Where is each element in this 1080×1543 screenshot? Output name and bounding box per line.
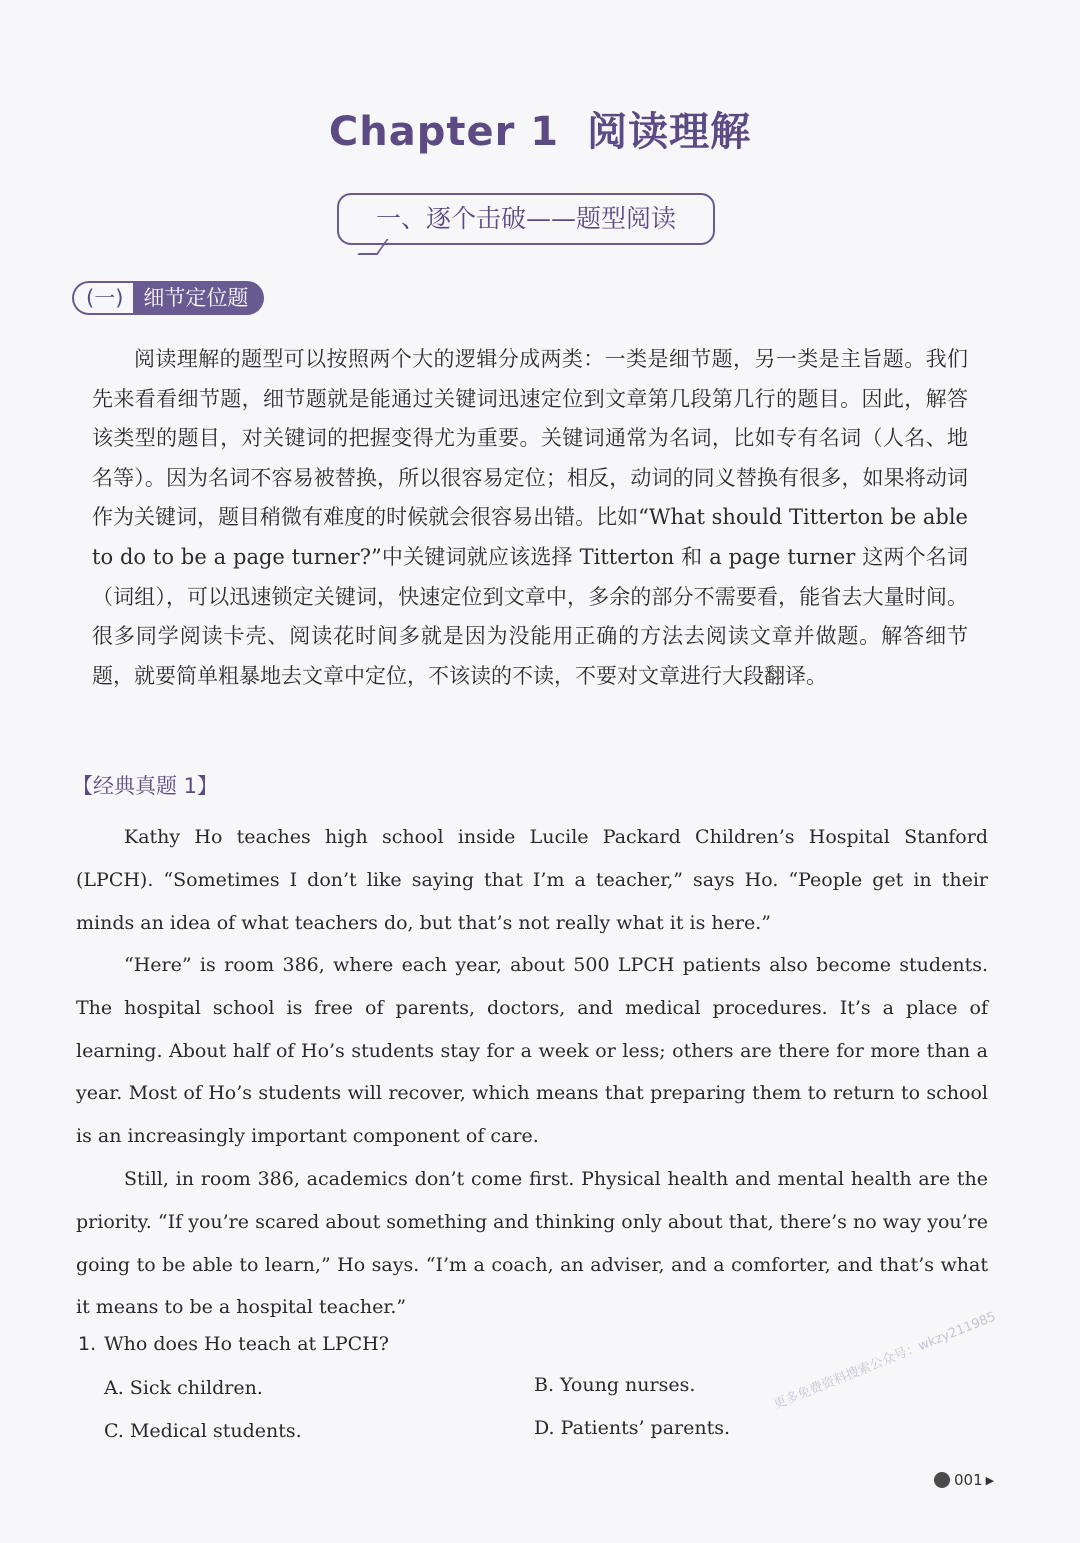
option-d: D. Patients’ parents. — [534, 1417, 731, 1439]
chapter-title — [0, 100, 1080, 157]
chapter-label: Chapter 1 — [328, 109, 560, 155]
chapter-title-cn: 阅读理解 — [587, 109, 752, 155]
passage-paragraph-2: “Here” is room 386, where each year, about 500 LPCH patients also become students. The hospital school is free of parents, doctors, and medical procedures. It’s a place of learning. About half of Ho’s students stay for a week or less; others are there for more than a year. Most of Ho’s students will recover, which means that preparing them to return to school is an increasingly important component of care. — [76, 954, 988, 1148]
passage-paragraph-1: Kathy Ho teaches high school inside Lucile Packard Children’s Hospital Stanford (LPCH). “Sometimes I don’t like saying that I’m a teacher,” says Ho. “People get in their minds an idea of what teachers do, but that’s not really what it is here.” — [76, 826, 988, 934]
page-number-text: 001 — [954, 1471, 983, 1489]
subsection-title: 细节定位题 — [133, 281, 264, 315]
intro-paragraph: 阅读理解的题型可以按照两个大的逻辑分成两类：一类是细节题，另一类是主旨题。我们先来看看细节题，细节题就是能通过关键词迅速定位到文章第几段第几行的题目。因此，解答该类型的题目，对关键词的把握变得尤为重要。关键词通常为名词，比如专有名词（人名、地名等）。因为名词不容易被替换，所以很容易定位；相反，动词的同义替换有很多，如果将动词作为关键词，题目稍微有难度的时候就会很容易出错。比如“What should Titterton be able to do to be a page turner?”中关键词就应该选择 Titterton 和 a page turner 这两个名词（词组），可以迅速锁定关键词，快速定位到文章中，多余的部分不需要看，能省去大量时间。很多同学阅读卡壳、阅读花时间多就是因为没能用正确的方法去阅读文章并做题。解答细节题，就要简单粗暴地去文章中定位，不该读的不读，不要对文章进行大段翻译。 — [92, 347, 968, 688]
exam-question-label: 【经典真题 1】 — [72, 774, 219, 798]
question-1 — [78, 1333, 389, 1355]
watermark: 更多免费资料搜索公众号：wkzy211985 — [771, 1309, 999, 1413]
speech-bubble-tail-icon — [357, 239, 388, 255]
option-a: A. Sick children. — [104, 1377, 263, 1399]
page-number — [934, 1471, 994, 1489]
page-badge-icon — [934, 1472, 950, 1488]
section-banner — [337, 193, 715, 245]
subsection-number: (一) — [72, 281, 133, 315]
option-c: C. Medical students. — [104, 1420, 302, 1442]
subsection-tag — [72, 281, 264, 315]
question-text: Who does Ho teach at LPCH? — [104, 1333, 389, 1355]
option-b: B. Young nurses. — [534, 1374, 696, 1396]
section-banner-text: 一、逐个击破——题型阅读 — [375, 204, 676, 233]
passage-paragraph-3: Still, in room 386, academics don’t come first. Physical health and mental health are the priority. “If you’re scared about something and thinking only about that, there’s no way you’re going to be able to learn,” Ho says. “I’m a coach, an adviser, and a comforter, and that’s what it means to be a hospital teacher.” — [76, 1168, 988, 1319]
triangle-right-icon: ▶ — [985, 1473, 995, 1487]
question-number: 1. — [78, 1333, 97, 1355]
